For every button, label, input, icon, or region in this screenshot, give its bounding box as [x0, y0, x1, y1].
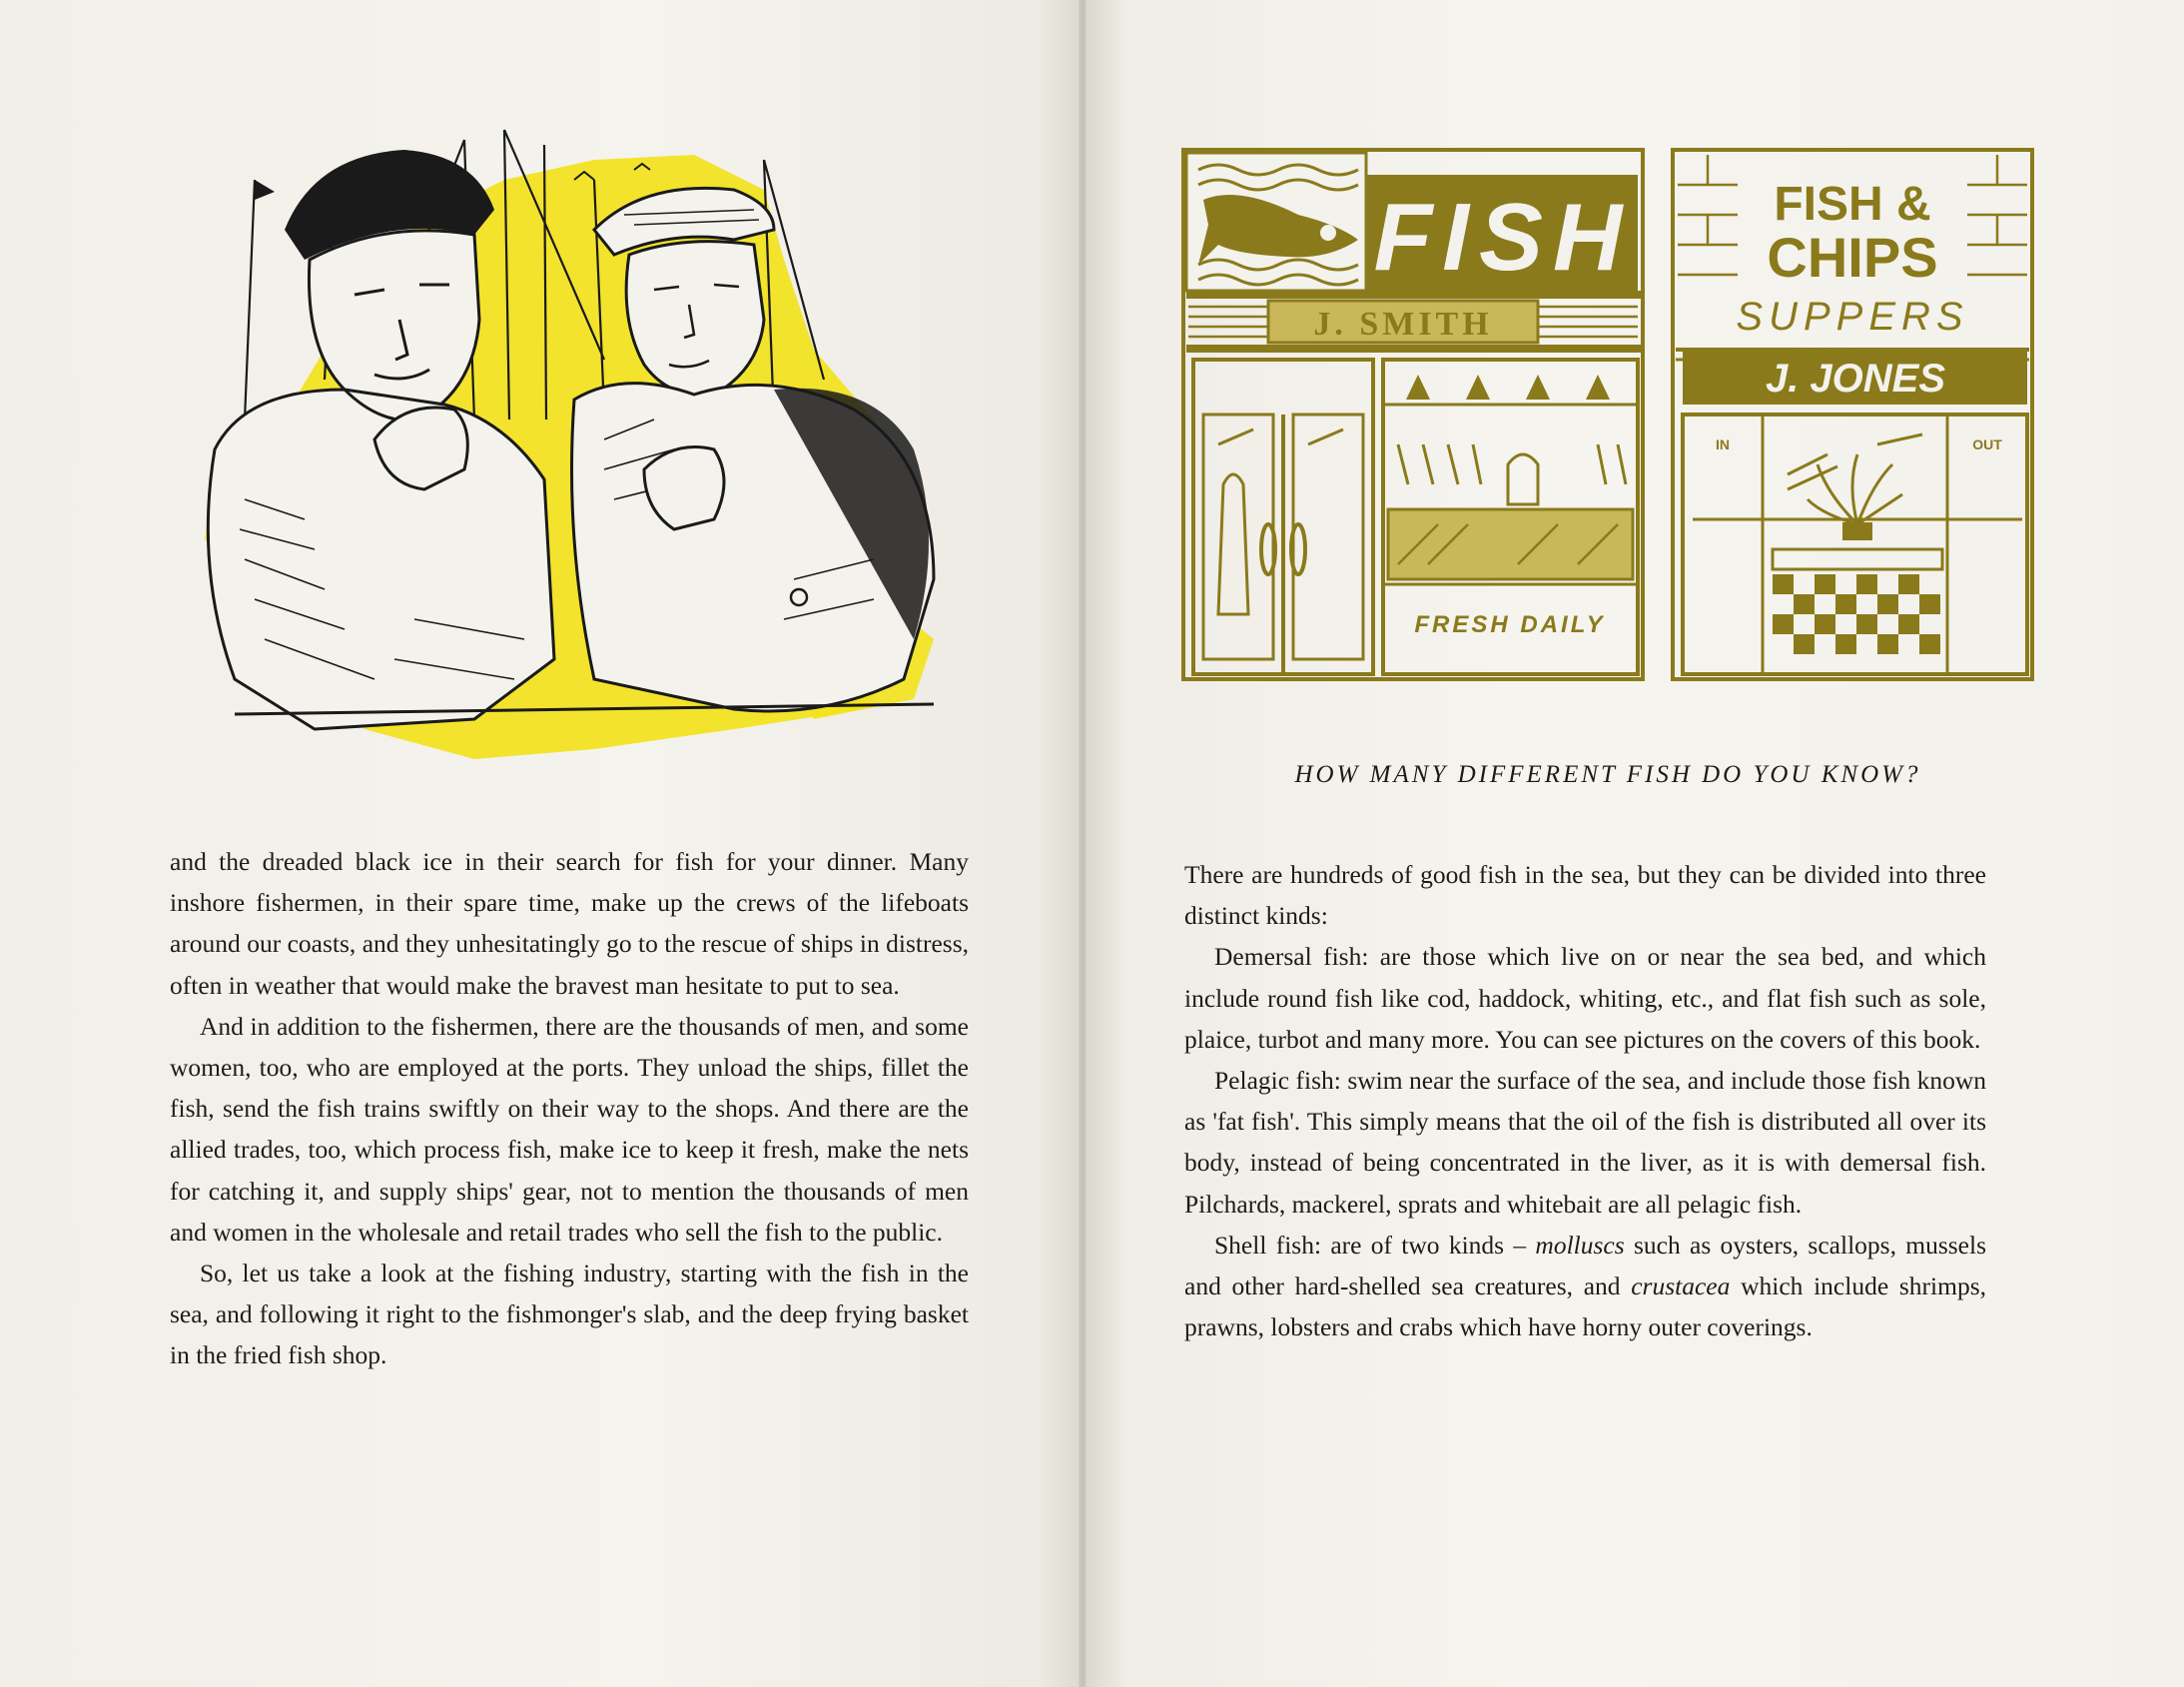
illustration-caption: HOW MANY DIFFERENT FISH DO YOU KNOW?	[1294, 761, 1921, 788]
shellfish-text: which include shrimps, prawns, lobsters and crabs which have horny outer coverings.	[1184, 1271, 1986, 1342]
shellfish-text: such as oysters, scallops, mussels and other hard-shelled sea creatures, and	[1184, 1230, 1987, 1301]
molluscs-term: molluscs	[1535, 1230, 1625, 1260]
left-paragraph: And in addition to the fishermen, there are the thousands of men, and some women, too, who are employed at the ports. They unload the ships, fillet the fish, send the fish trains swiftly on their way to the shops. And there are the allied trades, too, which process fish, make ice to keep it fresh, make the nets for catching it, and supply ships' gear, not to mention the thousands of men and women in the wholesale and retail trades who sell the fish to the public.	[170, 1011, 969, 1247]
chip-shop-name: J. JONES	[1765, 357, 1946, 401]
left-body-text	[170, 841, 969, 1376]
chip-shop-sign-line3: SUPPERS	[1736, 295, 1969, 339]
right-body-text	[1184, 854, 1986, 1347]
crustacea-term: crustacea	[1631, 1271, 1731, 1301]
shellfish-paragraph	[1184, 1225, 1986, 1348]
chip-shop-sign-line1: FISH &	[1774, 178, 1931, 231]
pelagic-paragraph: Pelagic fish: swim near the surface of the sea, and include those fish known as 'fat fish'. This simply means that the oil of the fish is distributed all over its body, instead of being concentrated in the liver, as it is with demersal fish. Pilchards, mackerel, sprats and whitebait are all pelagic fish.	[1184, 1066, 1986, 1219]
shopfronts-illustration-icon	[1178, 145, 2037, 689]
fish-shop-name: J. SMITH	[1313, 306, 1493, 343]
shellfish-text: Shell fish: are of two kinds –	[1214, 1230, 1527, 1260]
fresh-daily-label: FRESH DAILY	[1414, 611, 1606, 638]
chip-shop-sign-line2: CHIPS	[1767, 226, 1938, 289]
fish-shop-sign: FISH	[1373, 184, 1633, 291]
door-out-label: OUT	[1972, 436, 2002, 452]
book-gutter	[1079, 0, 1087, 1687]
demersal-paragraph: Demersal fish: are those which live on or near the sea bed, and which include round fish like cod, haddock, whiting, etc., and flat fish such as sole, plaice, turbot and many more. You can see pictures on the covers of this book.	[1184, 942, 1986, 1054]
left-paragraph: So, let us take a look at the fishing industry, starting with the fish in the sea, and following it right to the fishmonger's slab, and the deep frying basket in the fried fish shop.	[170, 1259, 969, 1370]
door-in-label: IN	[1716, 436, 1730, 452]
fishermen-illustration-icon	[175, 120, 984, 769]
intro-paragraph: There are hundreds of good fish in the sea, but they can be divided into three distinct kinds:	[1184, 860, 1986, 931]
left-paragraph: and the dreaded black ice in their search for fish for your dinner. Many inshore fishermen, in their spare time, make up the crews of the lifeboats around our coasts, and they unhesitatingly go to the rescue of ships in distress, often in weather that would make the bravest man hesitate to put to sea.	[170, 847, 969, 1000]
